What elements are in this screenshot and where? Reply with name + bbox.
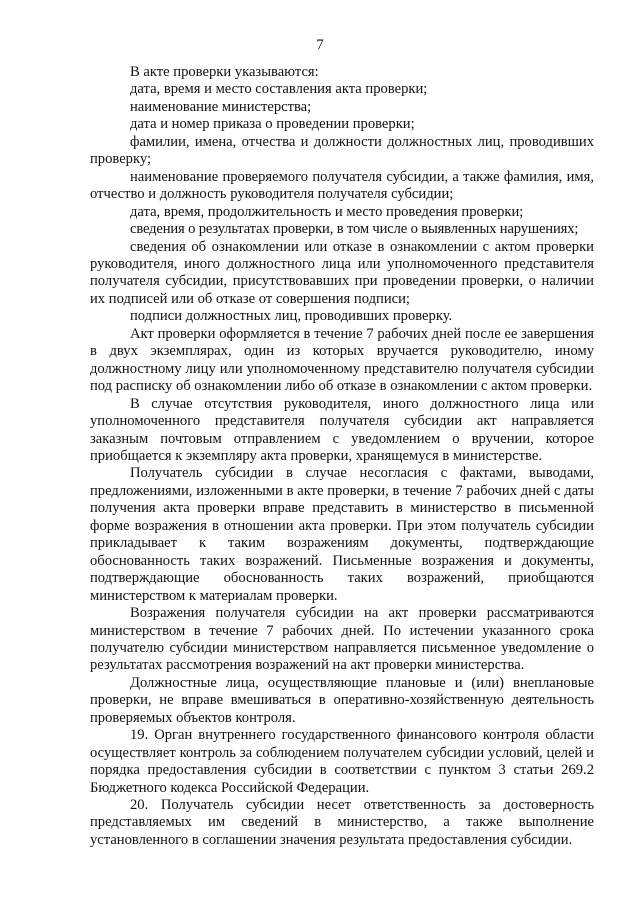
paragraph-acknowledgement: сведения об ознакомлении или отказе в ознакомлении с актом проверки руководителя, иного должностного лица или уполномоченного представителя получателя субсидии, присутствовавших при проведении проверки, о наличии их подписей или об отказе от совершения подписи; [90, 238, 594, 307]
paragraph-absence-mailing: В случае отсутствия руководителя, иного должностного лица или уполномоченного представителя получателя субсидии акт направляется заказным почтовым отправлением с уведомлением о вручении, которое приобщается к экземпляру акта проверки, хранящемуся в министерстве. [90, 395, 594, 464]
paragraph-ministry-name: наименование министерства; [130, 98, 312, 115]
paragraph-inspection-time: дата, время, продолжительность и место проведения проверки; [130, 203, 524, 220]
paragraph-signatures: подписи должностных лиц, проводивших проверку. [130, 308, 453, 325]
paragraph-recipient-name: наименование проверяемого получателя субсидии, а также фамилия, имя, отчество и должность руководителя получателя субсидии; [90, 168, 594, 203]
paragraph-objections: Получатель субсидии в случае несогласия с фактами, выводами, предложениями, изложенными в акте проверки, в течение 7 рабочих дней с даты получения акта проверки вправе представить в министерство в письменной форме возражения в отношении акта проверки. При этом получатель субсидии прикладывает к таким возражениям документы, подтверждающие обоснованность таких возражений. Письменные возражения и документы, подтверждающие обоснованность таких возражений, приобщаются министерством к материалам проверки. [90, 465, 594, 604]
paragraph-act-contents-intro: В акте проверки указываются: [130, 64, 319, 80]
paragraph-item-20: 20. Получатель субсидии несет ответственность за достоверность представляемых им сведений в министерство, а также выполнение установленного в соглашении значения результата предоставления субсидии. [90, 797, 594, 848]
paragraph-inspectors: фамилии, имена, отчества и должности должностных лиц, проводивших проверку; [90, 133, 594, 168]
paragraph-item-19: 19. Орган внутреннего государственного финансового контроля области осуществляет контроль за соблюдением получателем субсидии условий, целей и порядка предоставления субсидии в соответствии с пунктом 3 статьи 269.2 Бюджетного кодекса Российской Федерации. [90, 727, 594, 796]
paragraph-act-preparation: Акт проверки оформляется в течение 7 рабочих дней после ее завершения в двух экземплярах, один из которых вручается руководителю, иному должностному лицу или уполномоченному представителю получателя субсидии под расписку об ознакомлении либо об отказе в ознакомлении с актом проверки. [90, 325, 594, 395]
paragraph-act-date-place: дата, время и место составления акта проверки; [130, 81, 428, 98]
paragraph-order-number: дата и номер приказа о проведении проверки; [130, 116, 415, 133]
paragraph-officials-restriction: Должностные лица, осуществляющие плановые и (или) внеплановые проверки, не вправе вмешиваться в оперативно-хозяйственную деятельность проверяемых объектов контроля. [90, 674, 594, 726]
paragraph-inspection-results: сведения о результатах проверки, в том числе о выявленных нарушениях; [130, 221, 579, 238]
page-number: 7 [316, 37, 324, 53]
paragraph-objections-review: Возражения получателя субсидии на акт проверки рассматриваются министерством в течение 7 рабочих дней. По истечении указанного срока получателю субсидии министерством направляется письменное уведомление о результатах рассмотрения возражений на акт проверки министерства. [90, 605, 594, 674]
document-body [90, 64, 594, 849]
